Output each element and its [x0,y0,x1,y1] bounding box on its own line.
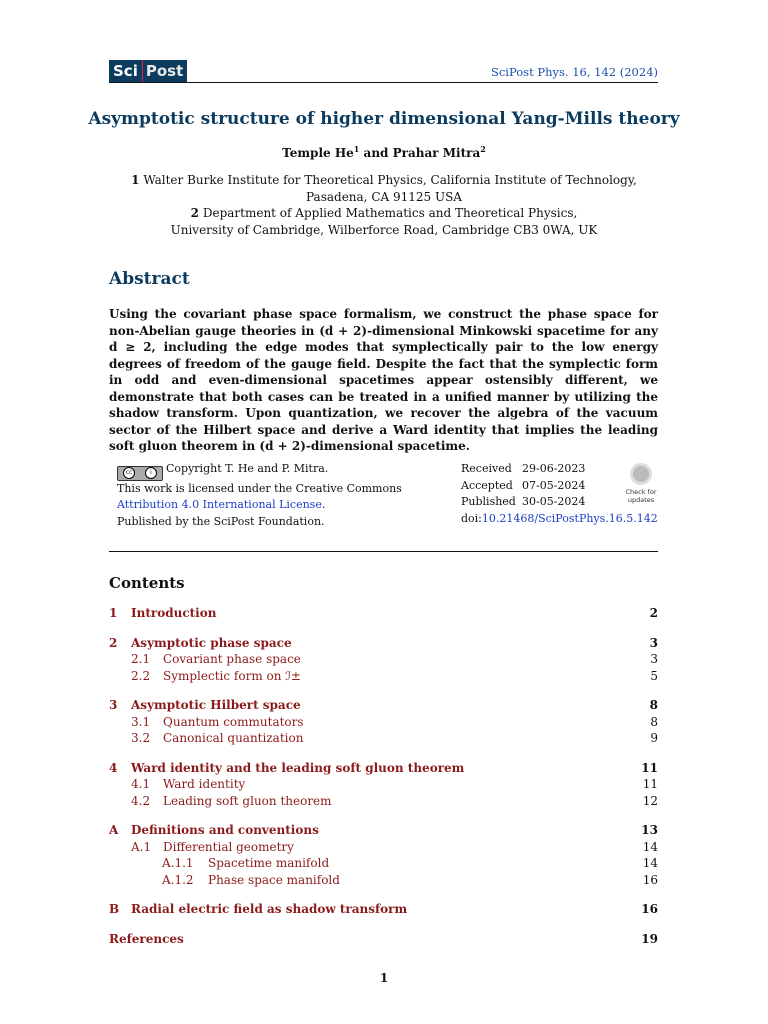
cc-icon: cc [123,467,135,479]
toc-gap [109,684,658,697]
toc-entry[interactable] [109,730,658,747]
toc-entry-number: 4.2 [131,793,151,808]
page-number: 1 [379,971,389,985]
toc-entry-number: B [109,902,120,916]
toc-entry[interactable] [109,931,658,948]
affiliation-2-num: 2 [190,206,200,220]
author-2: Prahar Mitra [392,146,481,160]
logo-sci: Sci [109,60,142,82]
check-updates-line1: Check for [625,488,657,496]
license-link[interactable]: Attribution 4.0 International License [117,498,322,511]
toc-entry-label[interactable]: Spacetime manifold [208,856,330,870]
toc-entry[interactable] [109,714,658,731]
license-block [117,461,437,530]
journal-reference-link[interactable]: SciPost Phys. 16, 142 (2024) [490,65,658,79]
contents-heading: Contents [109,574,185,592]
toc-entry-number: 3.2 [131,731,151,745]
authors [0,144,768,160]
toc-entry-label[interactable]: Definitions and conventions [131,823,319,837]
copyright: Copyright T. He and P. Mitra. [166,462,329,475]
toc-gap [109,622,658,635]
toc-entry-label[interactable]: Covariant phase space [163,652,301,666]
logo-post: Post [142,60,187,82]
toc-entry-label[interactable]: Phase space manifold [208,872,340,887]
toc-entry[interactable] [109,651,658,668]
toc-entry-number: 3.1 [131,714,151,729]
toc-entry-number: 2 [109,635,118,650]
toc-entry-label[interactable]: Canonical quantization [163,731,304,745]
publisher-line: Published by the SciPost Foundation. [117,514,325,528]
toc-entry[interactable] [109,872,658,889]
toc-entry-number: 1 [109,606,118,620]
authors-and: and [359,146,393,160]
received-date: 29-06-2023 [522,462,586,475]
toc-entry-number: A.1.1 [162,856,194,870]
affiliation-2-line1: Department of Applied Mathematics and Theoretical Physics, [199,206,578,220]
accepted-label: Accepted [461,478,513,492]
toc-entry-page: 14 [642,839,658,854]
published-date: 30-05-2024 [522,495,586,508]
toc-entry[interactable] [109,635,658,652]
toc-entry-label[interactable]: Symplectic form on ℐ± [163,668,301,683]
received-label: Received [461,462,512,475]
author-1-affil: 1 [353,144,360,154]
toc-entry-page: 8 [649,698,658,712]
toc-entry-number: 2.2 [131,668,151,683]
affiliation-2-line2: University of Cambridge, Wilberforce Road, Cambridge CB3 0WA, UK [170,222,598,237]
toc-gap [109,918,658,931]
toc-entry[interactable] [109,822,658,839]
toc-entry-page: 19 [641,931,658,946]
table-of-contents [109,605,658,947]
toc-entry-label[interactable]: References [109,931,184,946]
toc-entry-label[interactable]: Differential geometry [163,839,294,854]
doi-label: doi: [461,511,482,525]
published-label: Published [461,495,516,508]
toc-entry-label[interactable]: Asymptotic phase space [131,635,292,650]
doi-link[interactable]: 10.21468/SciPostPhys.16.5.142 [481,511,658,525]
toc-entry[interactable] [109,760,658,777]
author-2-affil: 2 [480,144,486,154]
header-rule [109,82,658,83]
toc-entry-page: 11 [642,777,658,791]
toc-entry-label[interactable]: Introduction [131,606,217,620]
toc-entry-page: 11 [641,760,658,775]
toc-entry-label[interactable]: Asymptotic Hilbert space [131,698,301,712]
toc-entry[interactable] [109,605,658,622]
check-updates-line2: updates [627,496,655,504]
cc-by-icon [117,466,163,481]
toc-entry-number: A.1.2 [162,872,194,887]
toc-entry-number: 4 [109,760,118,775]
toc-entry-page: 16 [641,902,658,916]
toc-entry-number: 2.1 [131,652,151,666]
toc-entry-number: 3 [109,698,118,712]
check-for-updates-button[interactable] [624,463,658,504]
toc-entry[interactable] [109,855,658,872]
paper-title: Asymptotic structure of higher dimensional Yang-Mills theory [88,109,680,129]
scipost-logo [109,60,187,82]
toc-entry[interactable] [109,668,658,685]
toc-entry[interactable] [109,697,658,714]
toc-entry-label[interactable]: Ward identity [163,777,246,791]
affiliation-2 [0,205,768,238]
affiliation-1-line2: Pasadena, CA 91125 USA [306,189,462,204]
toc-entry[interactable] [109,793,658,810]
author-1: Temple He [282,146,354,160]
toc-entry-number: 4.1 [131,777,151,791]
toc-gap [109,888,658,901]
check-updates-icon [630,463,652,485]
toc-entry-page: 14 [642,856,658,870]
toc-entry-page: 2 [649,606,658,620]
affiliation-1 [0,172,768,205]
license-period: . [321,498,326,511]
accepted-date: 07-05-2024 [522,478,586,492]
toc-entry-label[interactable]: Quantum commutators [163,714,304,729]
toc-entry-page: 13 [641,823,658,837]
toc-entry-page: 5 [650,668,658,683]
toc-entry-number: A [109,823,119,837]
toc-entry-page: 3 [650,652,658,666]
abstract-heading: Abstract [109,269,190,289]
toc-entry-label[interactable]: Radial electric field as shadow transform [131,902,408,916]
toc-entry-page: 8 [650,714,658,729]
toc-entry-page: 9 [650,731,658,745]
toc-entry-label[interactable]: Ward identity and the leading soft gluon theorem [131,760,465,775]
toc-entry-label[interactable]: Leading soft gluon theorem [163,793,332,808]
toc-entry-page: 16 [642,872,658,887]
toc-gap [109,747,658,760]
section-divider [109,551,658,552]
toc-entry[interactable] [109,901,658,918]
toc-entry-page: 3 [649,635,658,650]
affiliation-1-line1: Walter Burke Institute for Theoretical Physics, California Institute of Technology, [139,173,637,187]
license-line: This work is licensed under the Creative Commons [117,481,402,495]
toc-entry-page: 12 [642,793,658,808]
abstract-text: Using the covariant phase space formalism, we construct the phase space for non-Abelian gauge theories in (d + 2)-dimensional Minkowski spacetime for any d ≥ 2, including the edge modes that symplectically pair to the low energy degrees of freedom of the gauge field. Despite the fact that the symplectic form in odd and even-dimensional spacetimes appear ostensibly different, we demonstrate that both cases can be treated in a unified manner by utilizing the shadow transform. Upon quantization, we recover the algebra of the vacuum sector of the Hilbert space and derive a Ward identity that implies the leading soft gluon theorem in (d + 2)-dimensional spacetime. [109,307,658,453]
toc-entry-number: A.1 [131,839,152,854]
toc-gap [109,809,658,822]
toc-entry[interactable] [109,776,658,793]
by-icon: i [145,467,157,479]
affiliation-1-num: 1 [131,173,140,187]
toc-entry[interactable] [109,839,658,856]
